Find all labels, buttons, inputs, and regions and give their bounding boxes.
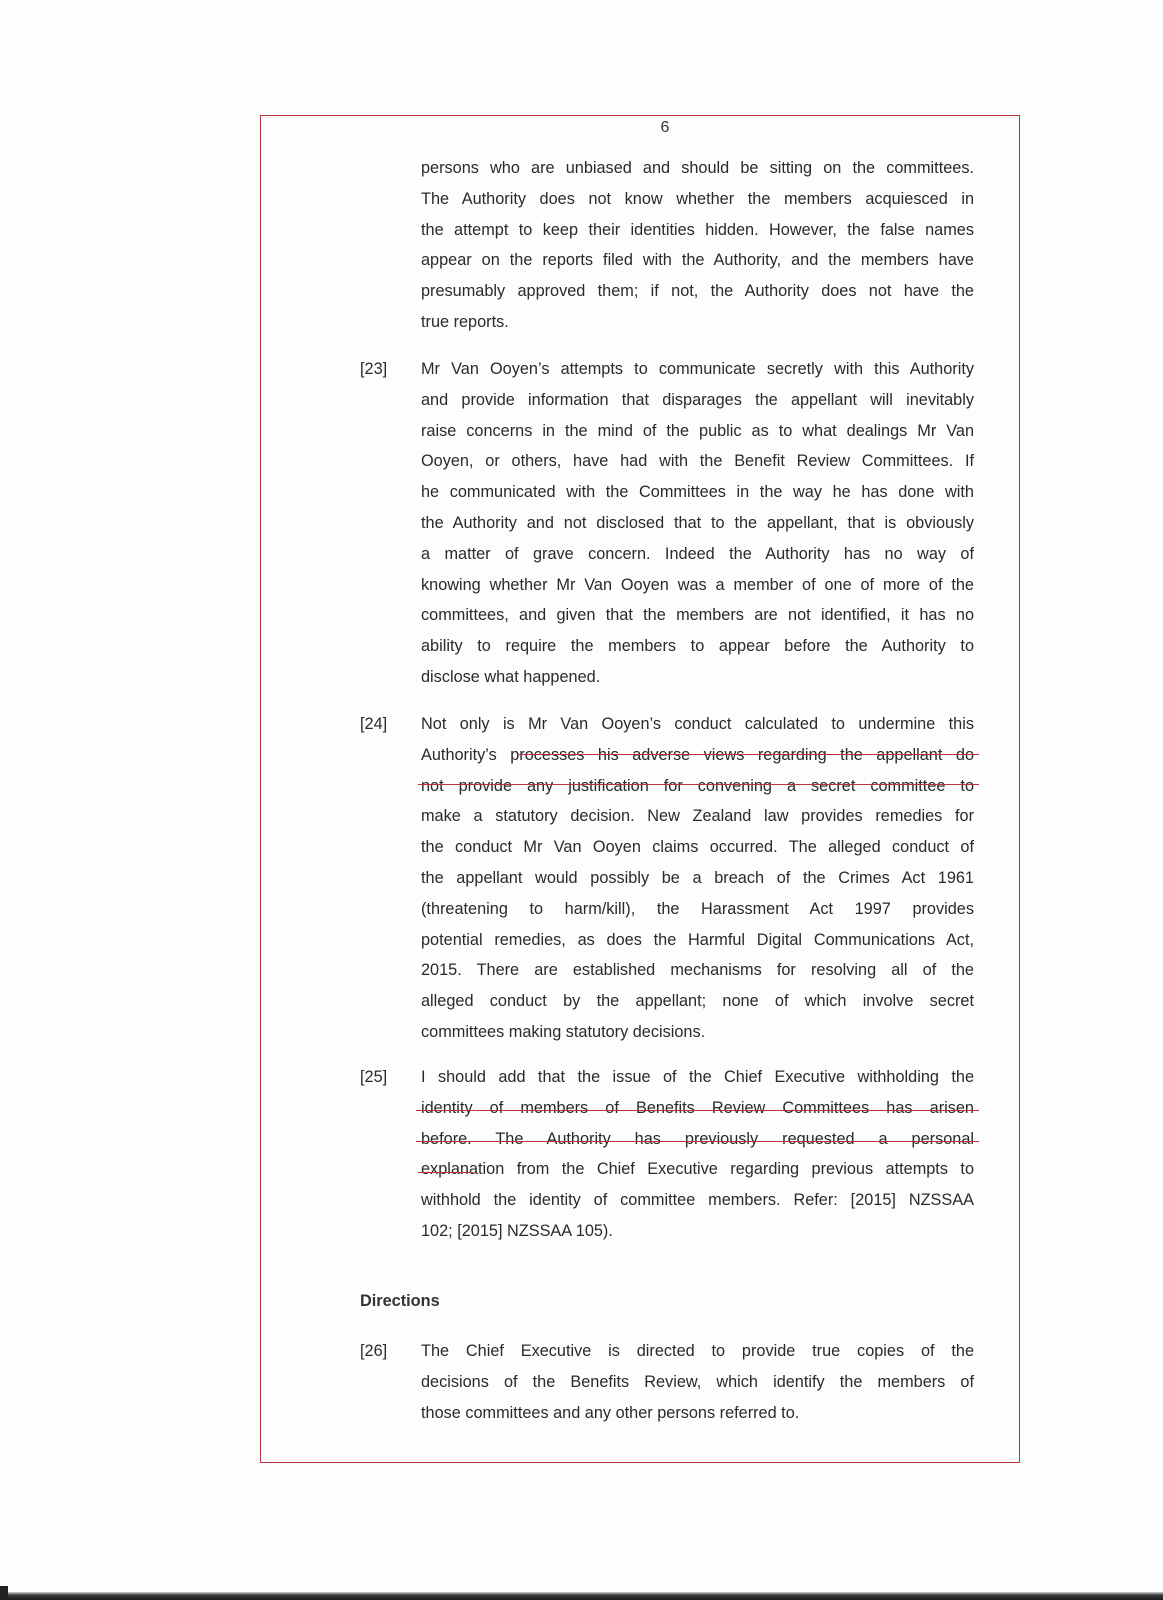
text-line: not provide any justification for convening a secret committee to <box>421 776 974 795</box>
text-line: the attempt to keep their identities hidden. However, the false names <box>421 220 974 239</box>
paragraph-26 <box>421 1336 974 1428</box>
paragraph-number: [26] <box>360 1342 388 1360</box>
text-line: presumably approved them; if not, the Authority does not have the <box>421 282 974 301</box>
text-line: appear on the reports filed with the Authority, and the members have <box>421 251 974 270</box>
red-underline-annotation <box>416 1110 979 1111</box>
text-line: a matter of grave concern. Indeed the Authority has no way of <box>421 544 974 563</box>
text-line: 102; [2015] NZSSAA 105). <box>421 1221 613 1240</box>
text-line: he communicated with the Committees in the way he has done with <box>421 483 974 502</box>
text-line: disclose what happened. <box>421 667 601 686</box>
text-line: I should add that the issue of the Chief Executive withholding the <box>421 1068 974 1086</box>
paragraph-24 <box>421 709 974 1048</box>
page-number: 6 <box>660 119 670 136</box>
scan-bottom-edge <box>0 1592 1163 1600</box>
text-line: The Chief Executive is directed to provide true copies of the <box>421 1342 974 1360</box>
text-line: decisions of the Benefits Review, which identify the members of <box>421 1372 974 1391</box>
text-line: The Authority does not know whether the members acquiesced in <box>421 189 974 208</box>
text-line: the Authority and not disclosed that to the appellant, that is obviously <box>421 513 974 532</box>
continuation-paragraph <box>421 153 974 338</box>
text-line: raise concerns in the mind of the public as to what dealings Mr Van <box>421 421 974 440</box>
text-line: Not only is Mr Van Ooyen’s conduct calculated to undermine this <box>421 715 974 733</box>
paragraph-number: [23] <box>360 360 388 378</box>
text-line: knowing whether Mr Van Ooyen was a member of one of more of the <box>421 575 974 594</box>
section-heading-directions: Directions <box>360 1292 440 1310</box>
text-line: persons who are unbiased and should be sitting on the committees. <box>421 159 974 177</box>
text-line: and provide information that disparages the appellant will inevitably <box>421 390 974 409</box>
text-line: those committees and any other persons referred to. <box>421 1403 800 1422</box>
red-underline-annotation <box>418 1172 473 1173</box>
text-line: ability to require the members to appear before the Authority to <box>421 637 974 656</box>
red-underline-annotation <box>418 784 979 785</box>
text-line: withhold the identity of committee members. Refer: [2015] NZSSAA <box>421 1191 974 1210</box>
text-line: explanation from the Chief Executive regarding previous attempts to <box>421 1160 974 1179</box>
text-line: Mr Van Ooyen’s attempts to communicate secretly with this Authority <box>421 360 974 378</box>
red-underline-annotation <box>519 754 979 755</box>
text-line: the appellant would possibly be a breach of the Crimes Act 1961 <box>421 868 974 887</box>
text-line: Authority’s processes his adverse views regarding the appellant do <box>421 745 974 764</box>
text-line: committees making statutory decisions. <box>421 1022 706 1041</box>
text-line: (threatening to harm/kill), the Harassment Act 1997 provides <box>421 899 974 918</box>
paragraph-25 <box>421 1062 974 1247</box>
text-line: alleged conduct by the appellant; none of which involve secret <box>421 992 974 1011</box>
text-line: before. The Authority has previously requested a personal <box>421 1129 974 1148</box>
red-underline-annotation <box>416 1141 979 1142</box>
paragraph-number: [25] <box>360 1068 388 1086</box>
text-line: identity of members of Benefits Review Committees has arisen <box>421 1098 974 1117</box>
text-line: the conduct Mr Van Ooyen claims occurred. The alleged conduct of <box>421 838 974 857</box>
text-line: committees, and given that the members are not identified, it has no <box>421 606 974 625</box>
paragraph-23 <box>421 354 974 693</box>
paragraph-number: [24] <box>360 715 388 733</box>
text-line: potential remedies, as does the Harmful Digital Communications Act, <box>421 930 974 949</box>
text-line: true reports. <box>421 312 509 331</box>
text-line: Ooyen, or others, have had with the Benefit Review Committees. If <box>421 452 974 471</box>
text-line: make a statutory decision. New Zealand law provides remedies for <box>421 807 974 826</box>
text-line: 2015. There are established mechanisms for resolving all of the <box>421 961 974 980</box>
scan-corner-artifact <box>0 1586 8 1600</box>
